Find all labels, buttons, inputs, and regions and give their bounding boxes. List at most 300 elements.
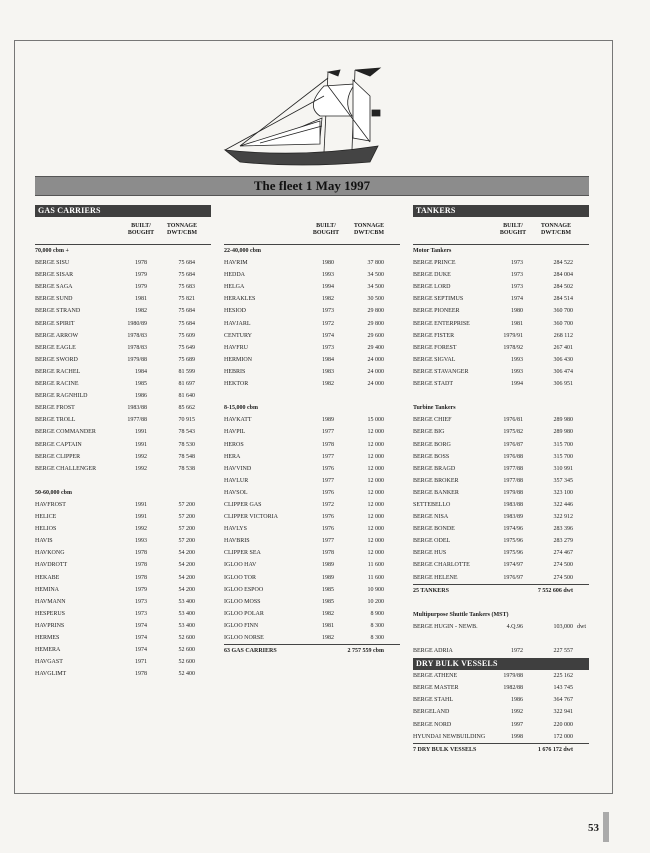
tonnage: 274 500: [553, 574, 573, 581]
gas-carriers-column-left: [35, 205, 211, 680]
vessel-name: IGLOO MOSS: [224, 598, 261, 605]
subsection-heading: [224, 402, 400, 414]
vessel-name: HAVBRIS: [224, 538, 250, 545]
built-year: 1984: [322, 356, 334, 363]
built-year: 1981: [322, 622, 334, 629]
tonnage: 227 557: [553, 648, 573, 655]
tonnage: 323 100: [553, 489, 573, 496]
vessel-row: [413, 475, 589, 487]
vessel-row: [224, 293, 400, 305]
vessel-name: BERGE SAGA: [35, 284, 73, 291]
vessel-name: BERGE NISA: [413, 514, 449, 521]
vessel-name: BERGE HUS: [413, 550, 447, 557]
vessel-name: HAVFROST: [35, 501, 66, 508]
vessel-name: HEKTOR: [224, 381, 249, 388]
tonnage: 289 980: [553, 417, 573, 424]
tonnage: 75 684: [178, 260, 195, 267]
title-bar: [35, 176, 589, 196]
gas-carriers-column-middle: [224, 205, 400, 657]
vessel-name: HERMES: [35, 635, 60, 641]
tonnage: 268 112: [553, 332, 573, 339]
built-year: 4.Q.96: [506, 623, 523, 630]
vessel-name: BERGE ODEL: [413, 538, 451, 545]
tankers-list: [413, 245, 589, 657]
built-year: 1976: [322, 526, 334, 533]
vessel-row: [413, 694, 589, 706]
built-year: 1977/88: [127, 417, 147, 424]
tonnage: 143 745: [553, 685, 573, 692]
tonnage: 15 000: [367, 417, 384, 424]
tonnage: 52 600: [178, 635, 195, 641]
vessel-row: [35, 318, 211, 330]
vessel-name: SETTEBELLO: [413, 501, 451, 508]
built-year: 1986: [511, 697, 523, 704]
vessel-name: HEBRIS: [224, 368, 246, 375]
tonnage: 75 689: [178, 356, 195, 363]
vessel-name: BERGE SISU: [35, 260, 70, 267]
vessel-row: [35, 342, 211, 354]
tonnage: 52 600: [178, 647, 195, 654]
tonnage: 11 600: [367, 574, 384, 581]
built-year: 1974: [135, 622, 147, 629]
vessel-name: 8-15,000 cbm: [224, 405, 258, 412]
built-year: 1973: [322, 344, 334, 351]
vessel-name: HAVVIND: [224, 465, 252, 472]
tonnage: 12 000: [367, 477, 384, 484]
vessel-name: 70,000 cbm +: [35, 248, 69, 254]
built-year: 1976/88: [503, 453, 523, 460]
built-year: 1991: [135, 441, 147, 448]
vessel-name: BERGE BORG: [413, 441, 451, 448]
vessel-name: BERGE STAVANGER: [413, 368, 469, 375]
tonnage: 12 000: [367, 550, 384, 557]
vessel-name: BERGE ATHENE: [413, 673, 458, 680]
built-year: 1979: [135, 586, 147, 593]
tonnage: 12 000: [367, 501, 384, 508]
tonnage: 322 446: [553, 501, 573, 508]
vessel-name: HEMERA: [35, 647, 61, 654]
built-year: 1976: [322, 514, 334, 521]
tonnage: 306 474: [553, 368, 573, 375]
vessel-row: [413, 293, 589, 305]
built-year: 1983/89: [503, 514, 523, 521]
page-edge-bar: [603, 812, 609, 842]
vessel-row: [224, 378, 400, 390]
vessel-name: BERGE STADT: [413, 381, 454, 388]
tonnage: 57 200: [178, 501, 195, 508]
tonnage: 284 502: [553, 284, 573, 291]
built-year: 1973: [511, 284, 523, 291]
tonnage: 364 767: [553, 697, 573, 704]
vessel-name: Multipurpose Shuttle Tankers (MST): [413, 611, 509, 618]
tonnage: 12 000: [367, 453, 384, 460]
tonnage: 24 000: [367, 368, 384, 375]
built-year: 1984: [135, 368, 147, 375]
vessel-row: [413, 487, 589, 499]
total-row: [413, 743, 589, 756]
built-year: 1974/97: [503, 562, 523, 569]
vessel-row: [224, 330, 400, 342]
row-spacer: [35, 475, 211, 487]
vessel-row: [35, 269, 211, 281]
row-spacer: [413, 597, 589, 609]
tonnage: 315 700: [553, 441, 573, 448]
tonnage: 103,000: [553, 623, 573, 630]
vessel-row: [224, 305, 400, 317]
vessel-row: [35, 414, 211, 426]
built-year: 1992: [135, 465, 147, 472]
built-year: 1992: [511, 709, 523, 716]
vessel-name: HERA: [224, 453, 241, 460]
built-year: 1976: [322, 489, 334, 496]
built-year: 1978: [135, 671, 147, 678]
vessel-name: BERGE ARROW: [35, 332, 79, 339]
vessel-name: CLIPPER SEA: [224, 550, 261, 557]
vessel-row: [224, 608, 400, 620]
built-year: 1991: [135, 514, 147, 521]
tonnage: 29 800: [367, 308, 384, 315]
built-year: 1981: [511, 320, 523, 327]
built-year: 1991: [135, 501, 147, 508]
vessel-name: BERGE BROKER: [413, 477, 459, 484]
total-row: [413, 584, 589, 597]
tonnage-unit: dwt: [577, 623, 586, 630]
header-built: BUILT/: [131, 223, 151, 229]
tonnage: 75 821: [178, 296, 195, 303]
tonnage: 12 000: [367, 441, 384, 448]
vessel-name: HELIOS: [35, 526, 57, 533]
vessel-name: HESPERUS: [35, 610, 66, 617]
tonnage: 54 200: [178, 574, 195, 581]
built-year: 1975/96: [503, 550, 523, 557]
vessel-row: [224, 414, 400, 426]
tonnage: 81 599: [178, 368, 195, 375]
vessel-row: [413, 682, 589, 694]
tonnage: 75 609: [178, 332, 195, 339]
vessel-row: [35, 535, 211, 547]
sailing-ship-icon: [220, 66, 390, 176]
built-year: 1976/97: [503, 574, 523, 581]
vessel-row: [35, 499, 211, 511]
vessel-name: BERGE TROLL: [35, 417, 76, 424]
vessel-row: [413, 670, 589, 682]
vessel-name: HAVPRINS: [35, 622, 65, 629]
vessel-name: HAVGAST: [35, 659, 63, 666]
vessel-row: [413, 559, 589, 571]
built-year: 1983/88: [503, 501, 523, 508]
header-built: BUILT/: [503, 223, 523, 229]
header-tonnage: TONNAGE: [166, 223, 198, 229]
vessel-name: BERGE LORD: [413, 284, 451, 291]
vessel-name: CLIPPER GAS: [224, 501, 262, 508]
vessel-name: BERGE MASTER: [413, 685, 459, 692]
tonnage: 81 697: [178, 381, 195, 388]
subsection-heading: [413, 245, 589, 257]
vessel-name: BERGE FOREST: [413, 344, 457, 351]
vessel-name: HAVFRU: [224, 344, 248, 351]
vessel-row: [35, 378, 211, 390]
vessel-name: IGLOO TOR: [224, 574, 256, 581]
built-year: 1979: [135, 272, 147, 279]
tonnage: 284 004: [553, 272, 573, 279]
header-bought: BOUGHT: [127, 230, 155, 236]
tonnage: 78 548: [178, 453, 195, 460]
vessel-row: [413, 499, 589, 511]
vessel-row: [35, 451, 211, 463]
built-year: 1998: [511, 733, 523, 740]
built-year: 1997: [511, 721, 523, 728]
vessel-name: Turbine Tankers: [413, 405, 456, 412]
vessel-row: [35, 511, 211, 523]
vessel-name: HAVKONG: [35, 550, 65, 557]
vessel-name: 50-60,000 cbm: [35, 489, 72, 496]
vessel-name: BERGE BIG: [413, 429, 445, 436]
vessel-name: HAVLYS: [224, 526, 247, 533]
built-year: 1992: [135, 526, 147, 533]
vessel-row: [413, 414, 589, 426]
vessel-name: IGLOO ESPOO: [224, 586, 264, 593]
vessel-name: BERGE SUND: [35, 296, 73, 303]
vessel-row: [35, 644, 211, 656]
tonnage: 81 640: [178, 393, 195, 400]
vessel-name: Motor Tankers: [413, 248, 452, 254]
dry-bulk-list: [413, 670, 589, 756]
vessel-name: BERGE SWORD: [35, 356, 78, 363]
vessel-row: [35, 559, 211, 571]
vessel-name: HAVGLIMT: [35, 671, 67, 678]
built-year: 1975/96: [503, 538, 523, 545]
tonnage: 12 000: [367, 429, 384, 436]
vessel-row: [224, 584, 400, 596]
vessel-name: IGLOO FINN: [224, 622, 259, 629]
vessel-name: BERGE RAGNHILD: [35, 393, 88, 400]
vessel-row: [224, 426, 400, 438]
tonnage: 78 530: [178, 441, 195, 448]
vessel-row: [413, 535, 589, 547]
tonnage: 8 900: [370, 610, 384, 617]
built-year: 1978/92: [503, 344, 523, 351]
vessel-row: [224, 257, 400, 269]
vessel-row: [224, 596, 400, 608]
built-year: 1993: [322, 272, 334, 279]
vessel-name: HAVIS: [35, 538, 53, 545]
header-dwt-cbm: DWT/CBM: [167, 230, 197, 236]
section-header-gas-carriers: GAS CARRIERS: [35, 205, 211, 217]
vessel-row: [413, 281, 589, 293]
built-year: 1973: [322, 308, 334, 315]
vessel-name: BERGE RACINE: [35, 381, 79, 388]
tonnage: 12 000: [367, 514, 384, 521]
built-year: 1974: [511, 296, 523, 303]
tonnage: 85 662: [178, 405, 195, 412]
vessel-row: [35, 596, 211, 608]
built-year: 1979/88: [127, 356, 147, 363]
built-year: 1978: [135, 260, 147, 267]
vessel-name: IGLOO NORSE: [224, 635, 264, 641]
vessel-name: BERGE CLIPPER: [35, 453, 81, 460]
vessel-name: BERGELAND: [413, 709, 450, 716]
header-dwt-cbm: DWT/CBM: [354, 230, 384, 236]
built-year: 1977: [322, 538, 334, 545]
vessel-row: [224, 499, 400, 511]
built-year: 1979/88: [503, 673, 523, 680]
built-year: 1975/82: [503, 429, 523, 436]
vessel-row: [413, 439, 589, 451]
built-year: 1974: [322, 332, 334, 339]
vessel-name: HAVLUR: [224, 477, 249, 484]
built-year: 1972: [511, 648, 523, 655]
tonnage: 306 951: [553, 381, 573, 388]
vessel-row: [413, 731, 589, 743]
vessel-name: HEDDA: [224, 272, 245, 279]
vessel-name: BERGE HELENE: [413, 574, 458, 581]
tonnage: 12 000: [367, 538, 384, 545]
vessel-name: BERGE ENTERPRISE: [413, 320, 470, 327]
vessel-row: [224, 572, 400, 584]
built-year: 1983: [322, 368, 334, 375]
vessel-row: [413, 354, 589, 366]
built-year: 1993: [511, 368, 523, 375]
header-tonnage: TONNAGE: [540, 223, 572, 229]
vessel-name: BERGE BRAGD: [413, 465, 456, 472]
tonnage: 75 684: [178, 272, 195, 279]
subsection-heading: [35, 245, 211, 257]
built-year: 1983/88: [127, 405, 147, 412]
vessel-row: [35, 620, 211, 632]
vessel-row: [413, 706, 589, 718]
tonnage: 52 600: [178, 659, 195, 666]
vessel-row: [224, 511, 400, 523]
built-year: 1978/83: [127, 344, 147, 351]
vessel-row: [35, 390, 211, 402]
built-year: 1989: [322, 562, 334, 569]
tonnage: 1 676 172 dwt: [537, 746, 573, 753]
tonnage: 12 000: [367, 465, 384, 472]
subsection-heading: [413, 609, 589, 621]
tonnage: 34 500: [367, 272, 384, 279]
vessel-name: BERGE SEPTIMUS: [413, 296, 464, 303]
built-year: 1978: [135, 562, 147, 569]
vessel-row: [35, 668, 211, 680]
built-year: 1989: [322, 417, 334, 424]
vessel-name: BERGE PRINCE: [413, 260, 456, 267]
header-bought: BOUGHT: [499, 230, 527, 236]
vessel-row: [413, 342, 589, 354]
tonnage: 172 000: [553, 733, 573, 740]
vessel-name: BERGE FISTER: [413, 332, 455, 339]
vessel-name: HEMINA: [35, 586, 59, 593]
tonnage: 11 600: [367, 562, 384, 569]
vessel-name: BERGE NORD: [413, 721, 452, 728]
vessel-name: HERMION: [224, 356, 252, 363]
vessel-row: [35, 463, 211, 475]
vessel-name: 25 TANKERS: [413, 587, 449, 594]
subsection-heading: [35, 487, 211, 499]
row-spacer: [413, 390, 589, 402]
built-year: 1994: [322, 284, 334, 291]
tonnage: 10 200: [367, 598, 384, 605]
vessel-row: [413, 463, 589, 475]
vessel-row: [413, 572, 589, 584]
built-year: 1976/87: [503, 441, 523, 448]
tonnage: 54 200: [178, 550, 195, 557]
vessel-name: HEROS: [224, 441, 244, 448]
vessel-row: [35, 439, 211, 451]
vessel-name: BERGE SIGVAL: [413, 356, 456, 363]
section-header-tankers: TANKERS: [413, 205, 589, 217]
vessel-row: [413, 523, 589, 535]
tonnage: 24 000: [367, 381, 384, 388]
built-year: 1986: [135, 393, 147, 400]
vessel-name: CLIPPER VICTORIA: [224, 514, 278, 521]
tonnage: 310 991: [553, 465, 573, 472]
tonnage: 75 649: [178, 344, 195, 351]
row-spacer: [224, 390, 400, 402]
tonnage: 29 800: [367, 320, 384, 327]
vessel-row: [224, 487, 400, 499]
vessel-row: [413, 426, 589, 438]
vessel-name: BERGE SISAR: [35, 272, 74, 279]
vessel-name: HAVSOL: [224, 489, 248, 496]
tonnage: 357 345: [553, 477, 573, 484]
tonnage: 2 757 559 cbm: [347, 648, 384, 655]
vessel-row: [224, 463, 400, 475]
vessel-row: [35, 366, 211, 378]
built-year: 1993: [135, 538, 147, 545]
vessel-name: BERGE DUKE: [413, 272, 451, 279]
tonnage: 306 430: [553, 356, 573, 363]
vessel-row: [35, 426, 211, 438]
gas-carriers-list-left: [35, 245, 211, 680]
tonnage: 75 684: [178, 308, 195, 315]
vessel-row: [224, 523, 400, 535]
built-year: 1974: [135, 647, 147, 654]
built-year: 1977: [322, 429, 334, 436]
vessel-name: BERGE BOSS: [413, 453, 450, 460]
vessel-name: BERGE ADRIA: [413, 648, 453, 655]
vessel-name: HAVMANN: [35, 598, 66, 605]
built-year: 1993: [511, 356, 523, 363]
section-header-dry-bulk: DRY BULK VESSELS: [413, 658, 589, 670]
vessel-row: [224, 354, 400, 366]
vessel-name: BERGE BONDE: [413, 526, 455, 533]
tonnage: 283 396: [553, 526, 573, 533]
vessel-name: BERGE SPIRIT: [35, 320, 75, 327]
built-year: 1977/88: [503, 465, 523, 472]
vessel-name: HAVDROTT: [35, 562, 68, 569]
tonnage: 315 700: [553, 453, 573, 460]
vessel-row: [224, 632, 400, 644]
vessel-row: [413, 257, 589, 269]
vessel-row: [413, 645, 589, 657]
vessel-name: BERGE PIONEER: [413, 308, 460, 315]
built-year: 1972: [322, 320, 334, 327]
page-number: 53: [588, 822, 599, 834]
built-year: 1978: [322, 441, 334, 448]
vessel-name: BERGE HUGIN - NEWB.: [413, 623, 478, 630]
built-year: 1974: [135, 635, 147, 641]
vessel-row: [224, 342, 400, 354]
tonnage: 8 300: [370, 622, 384, 629]
tonnage: 12 000: [367, 526, 384, 533]
vessel-row: [35, 257, 211, 269]
column-headers: [413, 217, 589, 245]
tonnage: 289 980: [553, 429, 573, 436]
tonnage: 10 900: [367, 586, 384, 593]
vessel-name: BERGE CHIEF: [413, 417, 452, 424]
vessel-row: [35, 656, 211, 668]
built-year: 1979/91: [503, 332, 523, 339]
